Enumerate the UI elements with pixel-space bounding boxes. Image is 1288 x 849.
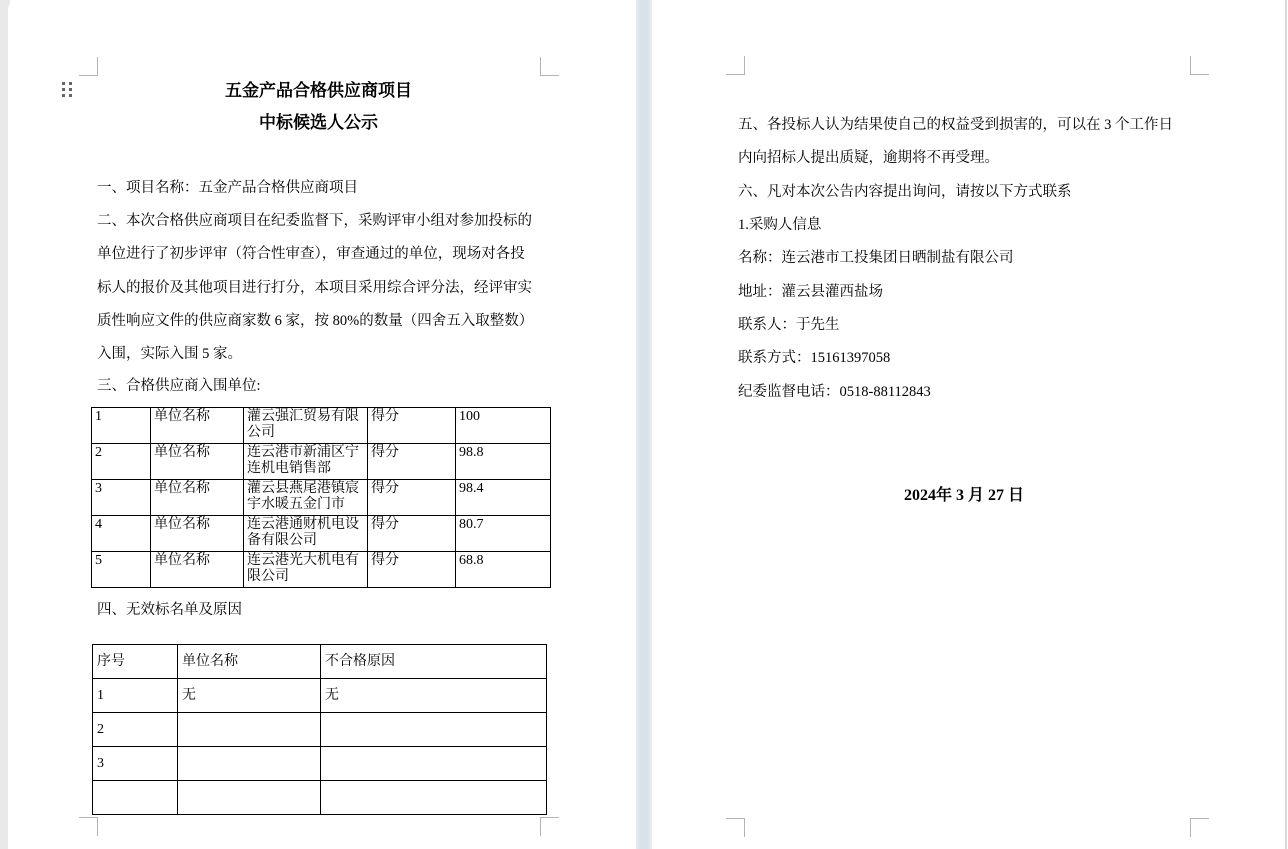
paragraph-line[interactable]: 五、各投标人认为结果使自己的权益受到损害的，可以在 3 个工作日	[738, 117, 1173, 133]
winners-table	[91, 407, 551, 588]
invalid-bids-table	[92, 644, 547, 815]
cell-name-label[interactable]: 单位名称	[151, 444, 244, 480]
paragraph-line[interactable]: 联系方式：15161397058	[738, 350, 891, 366]
paragraph-line[interactable]: 二、本次合格供应商项目在纪委监督下，采购评审小组对参加投标的	[97, 213, 532, 229]
cell-seq[interactable]: 2	[93, 713, 178, 747]
page-gap	[636, 0, 652, 849]
cell-name-label[interactable]: 单位名称	[151, 408, 244, 444]
table-header-row	[93, 645, 547, 679]
paragraph-line[interactable]: 名称：连云港市工投集团日晒制盐有限公司	[738, 250, 1014, 266]
cell-unit-name[interactable]	[178, 713, 321, 747]
cell-seq[interactable]	[93, 781, 178, 815]
cell-reason[interactable]	[321, 747, 547, 781]
document-page-1	[8, 0, 636, 849]
text-boundary-mark	[1190, 56, 1209, 75]
cell-company[interactable]: 灌云强汇贸易有限公司	[244, 408, 368, 444]
cell-company[interactable]: 连云港通财机电设备有限公司	[244, 516, 368, 552]
cell-unit-name[interactable]: 无	[178, 679, 321, 713]
paragraph-line[interactable]: 1.采购人信息	[738, 217, 822, 233]
cell-score[interactable]: 68.8	[456, 552, 551, 588]
text-boundary-mark	[540, 57, 559, 76]
cell-score[interactable]: 80.7	[456, 516, 551, 552]
paragraph-line[interactable]: 地址：灌云县灌西盐场	[738, 284, 883, 300]
cell-score-label[interactable]: 得分	[368, 480, 456, 516]
cell-no[interactable]: 3	[92, 480, 151, 516]
cell-score-label[interactable]: 得分	[368, 444, 456, 480]
text-boundary-mark	[726, 56, 745, 75]
paragraph-line[interactable]: 单位进行了初步评审（符合性审查），审查通过的单位，现场对各投	[97, 246, 525, 262]
cell-score-label[interactable]: 得分	[368, 552, 456, 588]
paragraph-line[interactable]: 六、凡对本次公告内容提出询问，请按以下方式联系	[738, 184, 1072, 200]
section-heading-3[interactable]: 三、合格供应商入围单位:	[97, 378, 261, 394]
table-row	[92, 516, 551, 552]
cell-score-label[interactable]: 得分	[368, 408, 456, 444]
table-row	[93, 713, 547, 747]
paragraph-line[interactable]: 一、项目名称：五金产品合格供应商项目	[97, 180, 358, 196]
cell-no[interactable]: 4	[92, 516, 151, 552]
cell-no[interactable]: 5	[92, 552, 151, 588]
cell-seq[interactable]: 3	[93, 747, 178, 781]
doc-title-line1[interactable]: 五金产品合格供应商项目	[225, 81, 412, 100]
text-boundary-mark	[726, 818, 745, 837]
text-boundary-mark	[1190, 818, 1209, 837]
cell-no[interactable]: 2	[92, 444, 151, 480]
paragraph-line[interactable]: 入围，实际入围 5 家。	[97, 346, 242, 362]
cell-reason[interactable]	[321, 713, 547, 747]
document-page-2	[652, 0, 1285, 849]
table-row	[93, 781, 547, 815]
table-row	[93, 747, 547, 781]
paragraph-line[interactable]: 纪委监督电话：0518-88112843	[738, 384, 931, 400]
table-row	[92, 408, 551, 444]
cell-name-label[interactable]: 单位名称	[151, 480, 244, 516]
cell-score[interactable]: 98.4	[456, 480, 551, 516]
paragraph-line[interactable]: 内向招标人提出质疑，逾期将不再受理。	[738, 150, 999, 166]
header-unit-name[interactable]: 单位名称	[178, 645, 321, 679]
table-row	[92, 552, 551, 588]
table-row	[93, 679, 547, 713]
cell-unit-name[interactable]	[178, 747, 321, 781]
cell-company[interactable]: 连云港光大机电有限公司	[244, 552, 368, 588]
paragraph-line[interactable]: 质性响应文件的供应商家数 6 家，按 80%的数量（四舍五入取整数）	[97, 313, 534, 329]
text-boundary-mark	[540, 817, 559, 836]
window-right-edge	[1285, 0, 1287, 849]
table-row	[92, 480, 551, 516]
section-heading-4[interactable]: 四、无效标名单及原因	[97, 602, 242, 618]
cell-reason[interactable]	[321, 781, 547, 815]
cell-reason[interactable]: 无	[321, 679, 547, 713]
drag-handle-icon[interactable]	[62, 82, 72, 97]
cell-no[interactable]: 1	[92, 408, 151, 444]
cell-name-label[interactable]: 单位名称	[151, 552, 244, 588]
paragraph-line[interactable]: 联系人：于先生	[738, 317, 840, 333]
cell-name-label[interactable]: 单位名称	[151, 516, 244, 552]
cell-score-label[interactable]: 得分	[368, 516, 456, 552]
header-seq[interactable]: 序号	[93, 645, 178, 679]
cell-company[interactable]: 灌云县燕尾港镇宸宇水暖五金门市	[244, 480, 368, 516]
cell-company[interactable]: 连云港市新浦区宁连机电销售部	[244, 444, 368, 480]
document-date[interactable]: 2024年 3 月 27 日	[903, 487, 1024, 504]
cell-score[interactable]: 100	[456, 408, 551, 444]
cell-seq[interactable]: 1	[93, 679, 178, 713]
cell-unit-name[interactable]	[178, 781, 321, 815]
text-boundary-mark	[79, 817, 98, 836]
paragraph-line[interactable]: 标人的报价及其他项目进行打分，本项目采用综合评分法，经评审实	[97, 280, 532, 296]
header-reason[interactable]: 不合格原因	[321, 645, 547, 679]
text-boundary-mark	[79, 57, 98, 76]
cell-score[interactable]: 98.8	[456, 444, 551, 480]
table-row	[92, 444, 551, 480]
doc-title-line2[interactable]: 中标候选人公示	[259, 113, 378, 132]
